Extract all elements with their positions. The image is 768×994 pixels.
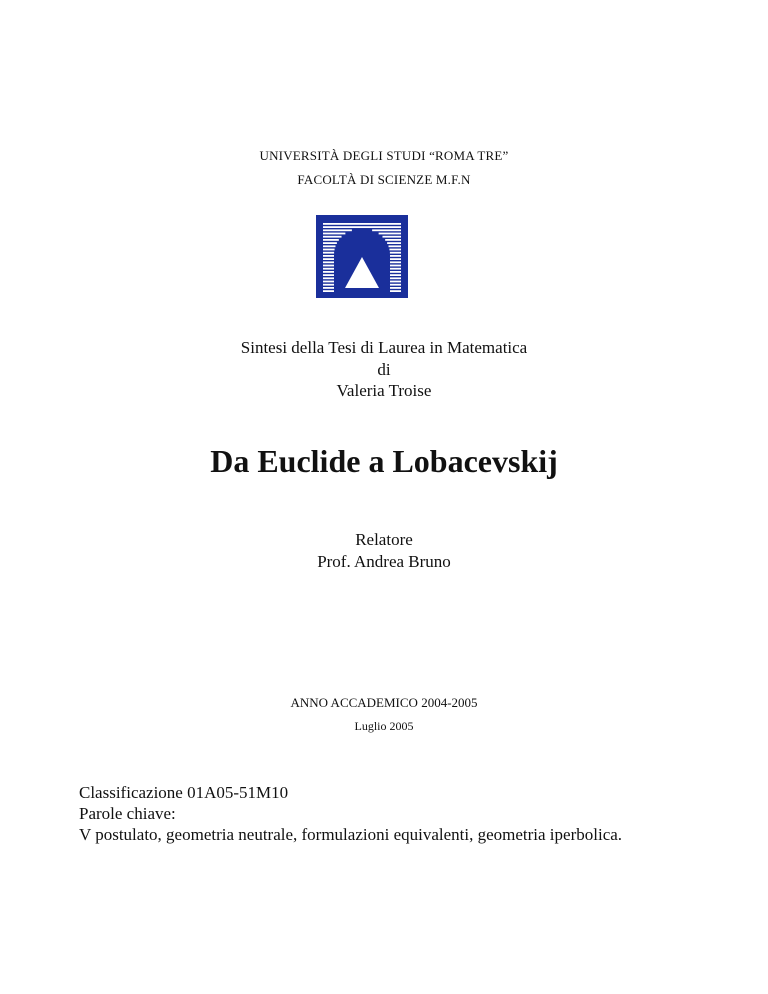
faculty-name: FACOLTÀ DI SCIENZE M.F.N: [297, 172, 471, 187]
university-name: UNIVERSITÀ DEGLI STUDI “ROMA TRE”: [259, 148, 509, 163]
submission-date: Luglio 2005: [354, 719, 414, 733]
advisor-label: Relatore: [355, 530, 413, 549]
author-name: Valeria Troise: [336, 381, 432, 400]
keywords-list: V postulato, geometria neutrale, formulazioni equivalenti, geometria iperbolica.: [79, 825, 623, 844]
classification: Classificazione 01A05-51M10: [79, 783, 289, 802]
thesis-by: di: [377, 360, 391, 379]
keywords-label: Parole chiave:: [79, 804, 176, 823]
advisor-name: Prof. Andrea Bruno: [317, 552, 451, 571]
thesis-subtitle: Sintesi della Tesi di Laurea in Matematica: [240, 338, 528, 357]
thesis-title: Da Euclide a Lobacevskij: [210, 443, 558, 479]
roma-tre-logo-icon: [316, 215, 408, 298]
academic-year: ANNO ACCADEMICO 2004-2005: [290, 695, 478, 710]
